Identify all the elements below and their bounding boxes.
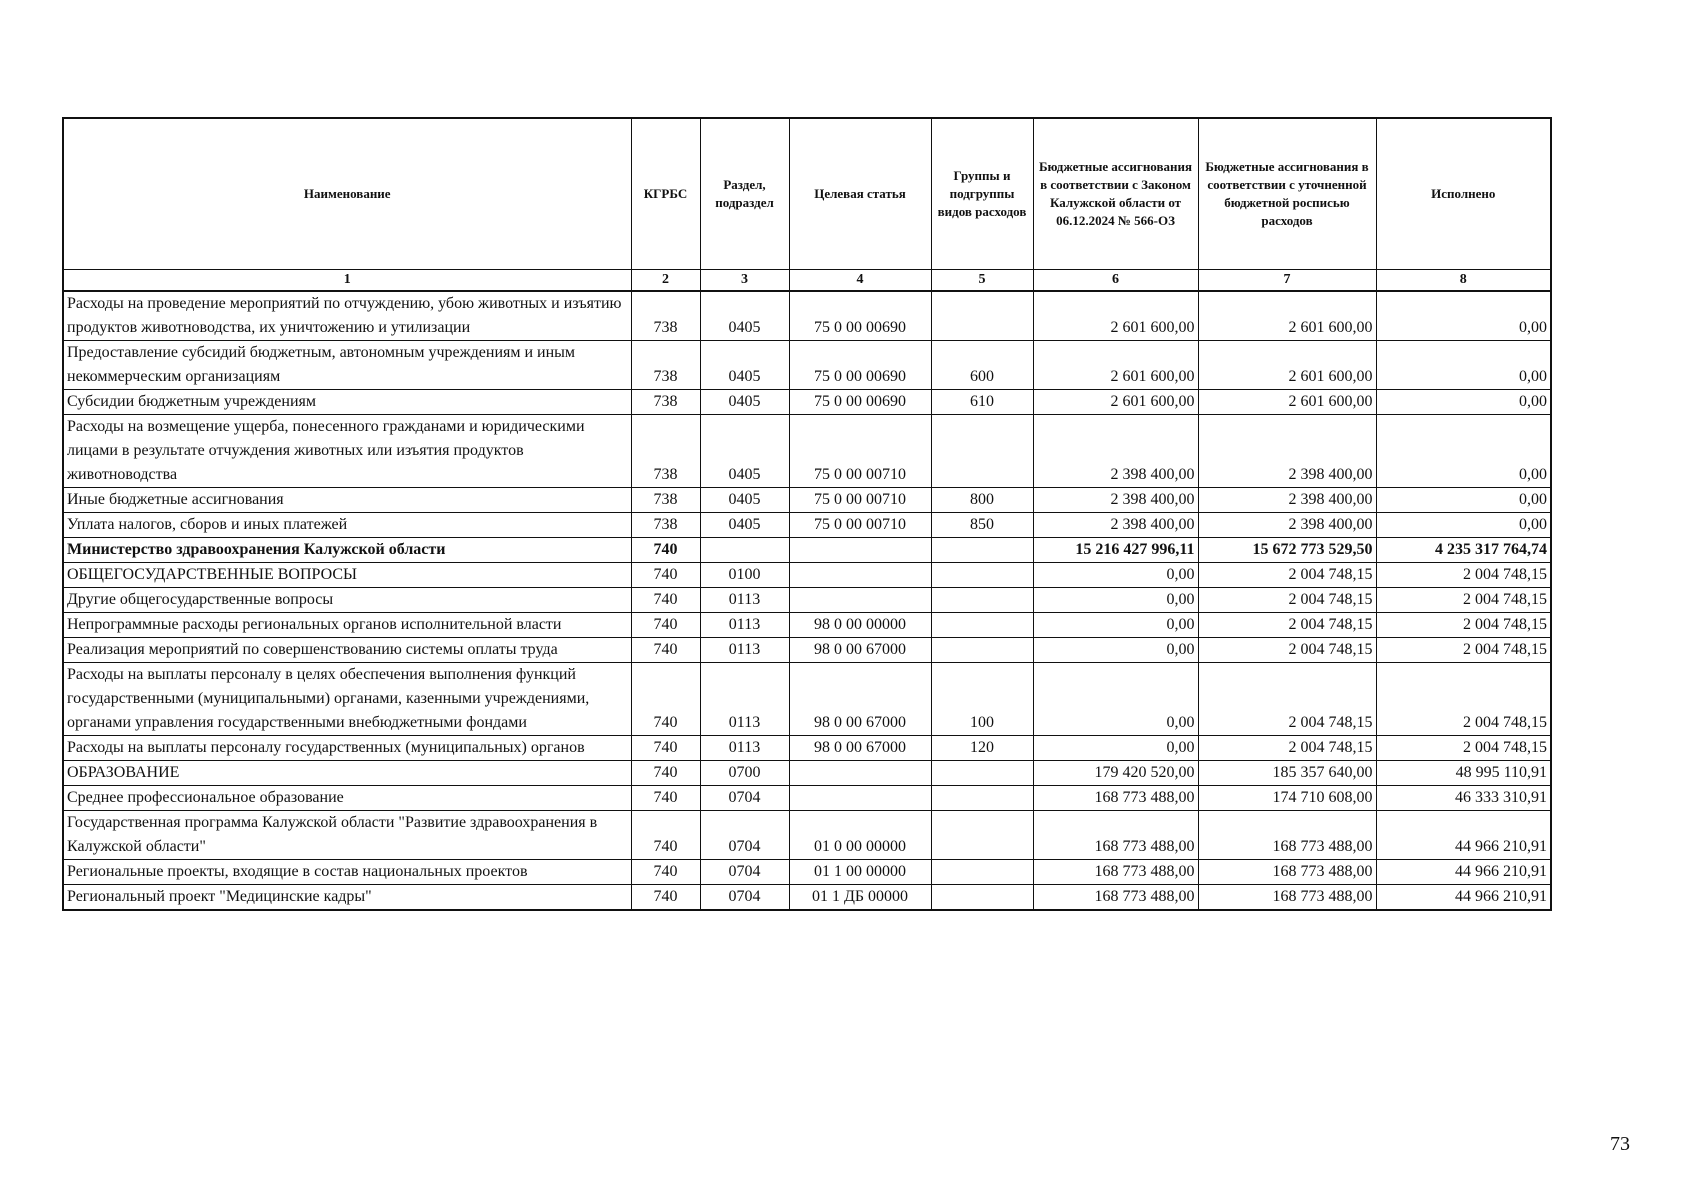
row-name: Министерство здравоохранения Калужской области — [63, 537, 631, 562]
column-number: 6 — [1033, 269, 1198, 291]
row-refined-allocation: 2 004 748,15 — [1198, 662, 1376, 735]
row-section: 0405 — [700, 512, 789, 537]
row-law-allocation: 0,00 — [1033, 587, 1198, 612]
row-kgrbs: 738 — [631, 487, 700, 512]
header-section: Раздел, подраздел — [700, 118, 789, 269]
table-row — [63, 810, 1551, 859]
table-row — [63, 537, 1551, 562]
budget-table — [62, 117, 1552, 911]
row-name: Непрограммные расходы региональных органов исполнительной власти — [63, 612, 631, 637]
row-name: Расходы на выплаты персоналу в целях обеспечения выполнения функций государственными (муниципальными) органами, казенными учреждениями, органами управления государственными внебюджетными фондами — [63, 662, 631, 735]
column-number: 8 — [1376, 269, 1551, 291]
row-executed: 0,00 — [1376, 291, 1551, 341]
row-section: 0405 — [700, 389, 789, 414]
row-executed: 0,00 — [1376, 389, 1551, 414]
row-kgrbs: 740 — [631, 859, 700, 884]
row-law-allocation: 0,00 — [1033, 735, 1198, 760]
row-executed: 2 004 748,15 — [1376, 735, 1551, 760]
table-row — [63, 340, 1551, 389]
header-row — [63, 118, 1551, 269]
row-group: 610 — [931, 389, 1033, 414]
row-law-allocation: 15 216 427 996,11 — [1033, 537, 1198, 562]
row-target — [789, 562, 931, 587]
row-name: ОБЩЕГОСУДАРСТВЕННЫЕ ВОПРОСЫ — [63, 562, 631, 587]
column-number: 2 — [631, 269, 700, 291]
table-row — [63, 414, 1551, 487]
row-executed: 0,00 — [1376, 512, 1551, 537]
row-name: Региональный проект "Медицинские кадры" — [63, 884, 631, 910]
row-refined-allocation: 2 601 600,00 — [1198, 389, 1376, 414]
row-refined-allocation: 168 773 488,00 — [1198, 884, 1376, 910]
row-target — [789, 785, 931, 810]
row-law-allocation: 0,00 — [1033, 637, 1198, 662]
row-target: 98 0 00 67000 — [789, 662, 931, 735]
row-target: 01 0 00 00000 — [789, 810, 931, 859]
row-section: 0405 — [700, 291, 789, 341]
row-group — [931, 760, 1033, 785]
row-refined-allocation: 2 601 600,00 — [1198, 340, 1376, 389]
row-target: 75 0 00 00710 — [789, 414, 931, 487]
row-section: 0113 — [700, 662, 789, 735]
table-row — [63, 389, 1551, 414]
row-kgrbs: 738 — [631, 340, 700, 389]
row-kgrbs: 740 — [631, 760, 700, 785]
row-group — [931, 587, 1033, 612]
row-name: Предоставление субсидий бюджетным, автономным учреждениям и иным некоммерческим организациям — [63, 340, 631, 389]
row-name: Расходы на выплаты персоналу государственных (муниципальных) органов — [63, 735, 631, 760]
row-section: 0113 — [700, 612, 789, 637]
row-law-allocation: 168 773 488,00 — [1033, 859, 1198, 884]
header-executed: Исполнено — [1376, 118, 1551, 269]
row-target — [789, 537, 931, 562]
row-refined-allocation: 2 004 748,15 — [1198, 612, 1376, 637]
row-refined-allocation: 2 398 400,00 — [1198, 487, 1376, 512]
row-executed: 0,00 — [1376, 414, 1551, 487]
row-law-allocation: 2 601 600,00 — [1033, 340, 1198, 389]
row-group — [931, 785, 1033, 810]
table-row — [63, 562, 1551, 587]
row-group — [931, 291, 1033, 341]
row-target: 75 0 00 00690 — [789, 291, 931, 341]
table-row — [63, 612, 1551, 637]
row-group — [931, 810, 1033, 859]
row-law-allocation: 168 773 488,00 — [1033, 810, 1198, 859]
row-kgrbs: 740 — [631, 562, 700, 587]
row-group — [931, 884, 1033, 910]
table-row — [63, 735, 1551, 760]
row-executed: 44 966 210,91 — [1376, 859, 1551, 884]
table-body — [63, 291, 1551, 910]
row-section: 0113 — [700, 735, 789, 760]
row-law-allocation: 168 773 488,00 — [1033, 785, 1198, 810]
row-section: 0405 — [700, 487, 789, 512]
row-target: 75 0 00 00710 — [789, 487, 931, 512]
row-executed: 46 333 310,91 — [1376, 785, 1551, 810]
header-name: Наименование — [63, 118, 631, 269]
header-refined-allocation: Бюджетные ассигнования в соответствии с уточненной бюджетной росписью расходов — [1198, 118, 1376, 269]
page-number: 73 — [1610, 1133, 1630, 1155]
row-section: 0704 — [700, 785, 789, 810]
row-law-allocation: 0,00 — [1033, 612, 1198, 637]
row-group: 800 — [931, 487, 1033, 512]
row-refined-allocation: 2 004 748,15 — [1198, 562, 1376, 587]
row-target: 98 0 00 67000 — [789, 735, 931, 760]
row-law-allocation: 179 420 520,00 — [1033, 760, 1198, 785]
header-kgrbs: КГРБС — [631, 118, 700, 269]
row-name: Расходы на проведение мероприятий по отчуждению, убою животных и изъятию продуктов животноводства, их уничтожению и утилизации — [63, 291, 631, 341]
row-group — [931, 612, 1033, 637]
row-group — [931, 859, 1033, 884]
row-law-allocation: 2 601 600,00 — [1033, 389, 1198, 414]
table-row — [63, 512, 1551, 537]
row-name: Расходы на возмещение ущерба, понесенного гражданами и юридическими лицами в результате отчуждения животных или изъятия продуктов животноводства — [63, 414, 631, 487]
row-section: 0704 — [700, 810, 789, 859]
row-executed: 2 004 748,15 — [1376, 612, 1551, 637]
row-target: 98 0 00 00000 — [789, 612, 931, 637]
row-section: 0100 — [700, 562, 789, 587]
row-law-allocation: 2 398 400,00 — [1033, 512, 1198, 537]
row-refined-allocation: 2 398 400,00 — [1198, 414, 1376, 487]
table-row — [63, 587, 1551, 612]
row-target: 75 0 00 00690 — [789, 340, 931, 389]
row-law-allocation: 0,00 — [1033, 662, 1198, 735]
table-row — [63, 884, 1551, 910]
row-section: 0704 — [700, 859, 789, 884]
row-group: 120 — [931, 735, 1033, 760]
row-kgrbs: 740 — [631, 785, 700, 810]
row-group: 850 — [931, 512, 1033, 537]
table-row — [63, 760, 1551, 785]
table-row — [63, 662, 1551, 735]
row-section: 0405 — [700, 340, 789, 389]
column-number: 5 — [931, 269, 1033, 291]
row-executed: 0,00 — [1376, 340, 1551, 389]
row-executed: 44 966 210,91 — [1376, 884, 1551, 910]
row-kgrbs: 740 — [631, 587, 700, 612]
row-law-allocation: 0,00 — [1033, 562, 1198, 587]
row-executed: 2 004 748,15 — [1376, 562, 1551, 587]
row-executed: 2 004 748,15 — [1376, 587, 1551, 612]
row-group: 600 — [931, 340, 1033, 389]
row-name: Реализация мероприятий по совершенствованию системы оплаты труда — [63, 637, 631, 662]
row-kgrbs: 740 — [631, 810, 700, 859]
row-target — [789, 760, 931, 785]
row-executed: 2 004 748,15 — [1376, 637, 1551, 662]
row-section — [700, 537, 789, 562]
row-name: ОБРАЗОВАНИЕ — [63, 760, 631, 785]
row-law-allocation: 2 398 400,00 — [1033, 487, 1198, 512]
row-kgrbs: 738 — [631, 414, 700, 487]
header-group: Группы и подгруппы видов расходов — [931, 118, 1033, 269]
row-group — [931, 637, 1033, 662]
table-row — [63, 637, 1551, 662]
row-refined-allocation: 168 773 488,00 — [1198, 810, 1376, 859]
row-refined-allocation: 2 601 600,00 — [1198, 291, 1376, 341]
row-executed: 4 235 317 764,74 — [1376, 537, 1551, 562]
column-number: 1 — [63, 269, 631, 291]
row-executed: 44 966 210,91 — [1376, 810, 1551, 859]
row-target: 75 0 00 00690 — [789, 389, 931, 414]
column-number-row — [63, 269, 1551, 291]
row-name: Уплата налогов, сборов и иных платежей — [63, 512, 631, 537]
row-kgrbs: 740 — [631, 662, 700, 735]
row-section: 0704 — [700, 884, 789, 910]
table-row — [63, 785, 1551, 810]
row-executed: 2 004 748,15 — [1376, 662, 1551, 735]
row-kgrbs: 740 — [631, 612, 700, 637]
row-target: 98 0 00 67000 — [789, 637, 931, 662]
row-kgrbs: 740 — [631, 735, 700, 760]
row-group — [931, 562, 1033, 587]
row-kgrbs: 740 — [631, 884, 700, 910]
row-target — [789, 587, 931, 612]
row-executed: 0,00 — [1376, 487, 1551, 512]
row-name: Субсидии бюджетным учреждениям — [63, 389, 631, 414]
header-target: Целевая статья — [789, 118, 931, 269]
row-target: 75 0 00 00710 — [789, 512, 931, 537]
row-target: 01 1 00 00000 — [789, 859, 931, 884]
header-law-allocation: Бюджетные ассигнования в соответствии с Законом Калужской области от 06.12.2024 № 566-ОЗ — [1033, 118, 1198, 269]
row-kgrbs: 740 — [631, 537, 700, 562]
row-kgrbs: 738 — [631, 291, 700, 341]
row-name: Среднее профессиональное образование — [63, 785, 631, 810]
row-law-allocation: 2 398 400,00 — [1033, 414, 1198, 487]
row-refined-allocation: 174 710 608,00 — [1198, 785, 1376, 810]
row-section: 0113 — [700, 637, 789, 662]
row-law-allocation: 2 601 600,00 — [1033, 291, 1198, 341]
column-number: 4 — [789, 269, 931, 291]
row-target: 01 1 ДБ 00000 — [789, 884, 931, 910]
row-section: 0700 — [700, 760, 789, 785]
row-kgrbs: 738 — [631, 389, 700, 414]
table-row — [63, 487, 1551, 512]
row-group: 100 — [931, 662, 1033, 735]
row-section: 0113 — [700, 587, 789, 612]
row-name: Региональные проекты, входящие в состав национальных проектов — [63, 859, 631, 884]
row-name: Государственная программа Калужской области "Развитие здравоохранения в Калужской области" — [63, 810, 631, 859]
row-refined-allocation: 2 398 400,00 — [1198, 512, 1376, 537]
row-group — [931, 537, 1033, 562]
row-refined-allocation: 185 357 640,00 — [1198, 760, 1376, 785]
row-name: Иные бюджетные ассигнования — [63, 487, 631, 512]
row-refined-allocation: 168 773 488,00 — [1198, 859, 1376, 884]
table-row — [63, 291, 1551, 341]
row-refined-allocation: 2 004 748,15 — [1198, 637, 1376, 662]
row-law-allocation: 168 773 488,00 — [1033, 884, 1198, 910]
row-kgrbs: 740 — [631, 637, 700, 662]
column-number: 3 — [700, 269, 789, 291]
row-name: Другие общегосударственные вопросы — [63, 587, 631, 612]
row-group — [931, 414, 1033, 487]
row-executed: 48 995 110,91 — [1376, 760, 1551, 785]
row-refined-allocation: 15 672 773 529,50 — [1198, 537, 1376, 562]
column-number: 7 — [1198, 269, 1376, 291]
row-refined-allocation: 2 004 748,15 — [1198, 735, 1376, 760]
table-row — [63, 859, 1551, 884]
row-refined-allocation: 2 004 748,15 — [1198, 587, 1376, 612]
row-section: 0405 — [700, 414, 789, 487]
row-kgrbs: 738 — [631, 512, 700, 537]
